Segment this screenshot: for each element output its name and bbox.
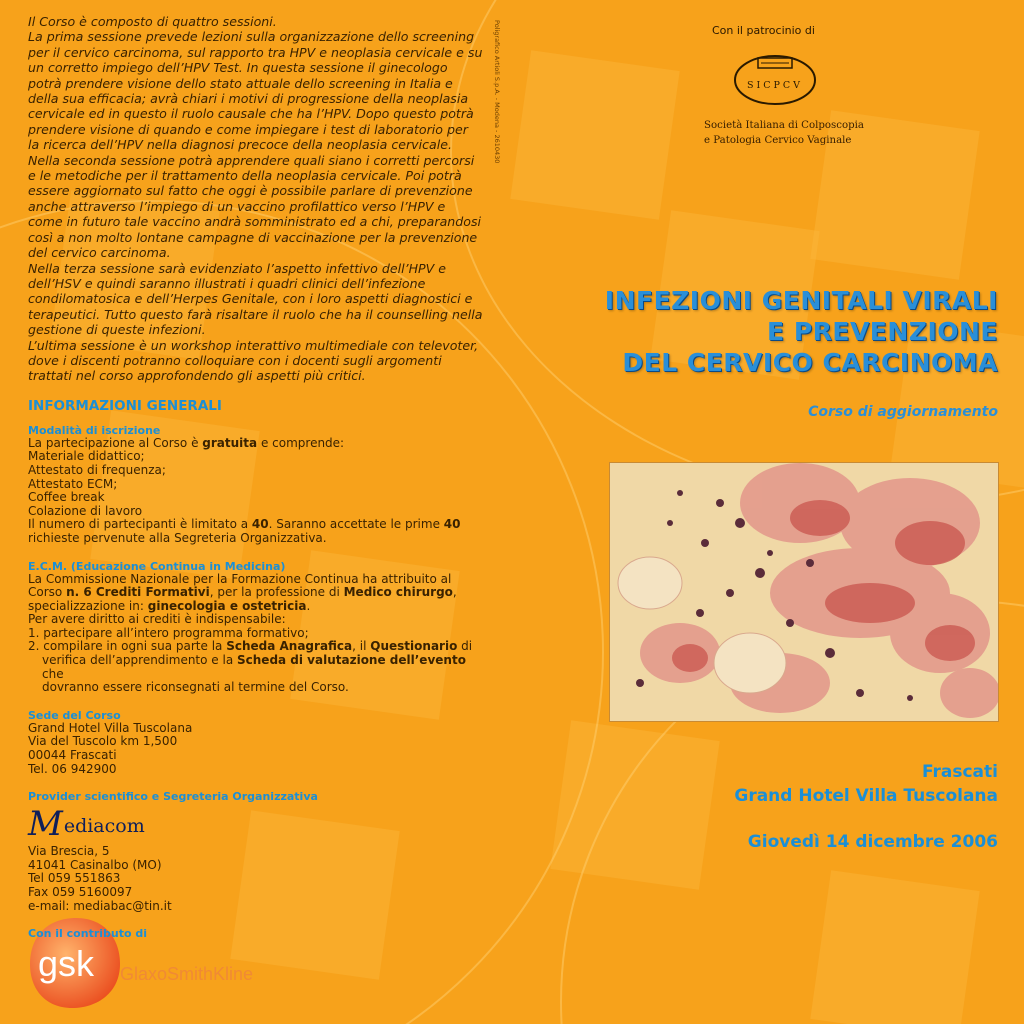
- gsk-name: GlaxoSmithKline: [120, 964, 254, 984]
- address-line: Grand Hotel Villa Tuscolana: [28, 720, 193, 735]
- printer-text: Poligrafico Artioli S.p.A. - Modena - 2610430: [493, 20, 501, 164]
- text-bold: Scheda di valutazione dell’evento: [237, 653, 466, 668]
- list-item: Attestato ECM;: [28, 476, 118, 491]
- mediacom-logo: [28, 804, 483, 845]
- intro-paragraph: L’ultima sessione è un workshop interattivo multimediale con televoter, dove i discenti potranno colloquiare con i docenti sugli argomenti trattati nel corso approfondendo gli aspetti più critici.: [28, 337, 479, 384]
- title-line: INFEZIONI GENITALI VIRALI: [604, 286, 998, 315]
- course-description: [28, 14, 483, 384]
- text-bold: 40: [251, 517, 269, 532]
- iscrizione-block: [28, 437, 483, 546]
- text: che: [42, 666, 64, 681]
- provider-heading: Provider scientifico e Segreteria Organizzativa: [28, 790, 318, 804]
- text-bold: ginecologia e ostetricia: [147, 598, 307, 613]
- text: , per la professione di: [209, 585, 344, 600]
- text: verifica dell’apprendimento e la: [42, 653, 237, 668]
- provider-block: [28, 845, 483, 913]
- venue: Grand Hotel Villa Tuscolana: [734, 786, 998, 806]
- title-line: DEL CERVICO CARCINOMA: [622, 348, 998, 377]
- address-line: Tel. 06 942900: [28, 761, 117, 776]
- city: Frascati: [921, 762, 998, 782]
- intro-paragraph: La prima sessione prevede lezioni sulla organizzazione dello screening per il cervico carcinoma, sul rapporto tra HPV e neoplasia cervicale e su un corretto impiego dell’HPV Test. In questa sessione il ginecologo potrà prendere visione dello stato attuale dello screening in Italia e della sua efficacia; avrà chiari i motivi di progressione della neoplasia cervicale ed in questo il ruolo causale che ha l’HPV. Dopo questo potrà prendere visione di quando e come impiegare i test di laboratorio per la ricerca dell’HPV nella diagnosi precoce della neoplasia cervicale.: [28, 29, 483, 153]
- info-heading: INFORMAZIONI GENERALI: [28, 397, 222, 414]
- logo-text: ediacom: [63, 815, 145, 838]
- text: 2. compilare in ogni sua parte la: [28, 639, 227, 654]
- contributo-heading: Con il contributo di: [28, 927, 148, 941]
- text: . Saranno accettate le prime: [268, 517, 444, 532]
- text: , il: [352, 639, 371, 654]
- list-item: 1. partecipare all’intero programma formativo;: [28, 625, 309, 640]
- society-line: Società Italiana di Colposcopia: [704, 120, 864, 131]
- right-panel: [520, 0, 1024, 1024]
- text: e comprende:: [257, 435, 345, 450]
- left-panel: [28, 14, 483, 940]
- iscrizione-heading: Modalità di iscrizione: [28, 423, 161, 437]
- text: .: [306, 598, 311, 613]
- address-line: Via Brescia, 5: [28, 844, 110, 859]
- intro-paragraph: Nella seconda sessione potrà apprendere quali siano i corretti percorsi e le metodiche per il trattamento della neoplasia cervicale. Poi potrà essere aggiornato sul fatto che oggi è possibile parlare di prevenzione anche attraverso l’impiego di un vaccino profilattico verso l’HPV e come in futuro tale vaccino andrà somministrato ed a chi, preparandosi così a non molto lontane campagne di vaccinazione per la prevenzione del cervico carcinoma.: [28, 152, 482, 261]
- ecm-block: [28, 573, 483, 695]
- patrocinio-label: Con il patrocinio di: [712, 24, 815, 37]
- text-bold: gratuita: [202, 435, 258, 450]
- address-line: 00044 Frascati: [28, 748, 117, 763]
- main-title: [605, 285, 998, 378]
- text-bold: 40: [443, 517, 461, 532]
- text-bold: Questionario: [370, 639, 458, 654]
- sicpcv-text: SICPCV: [746, 80, 804, 91]
- text: Per avere diritto ai crediti è indispensabile:: [28, 612, 286, 627]
- address-line: Via del Tuscolo km 1,500: [28, 734, 178, 749]
- text: La Commissione Nazionale per la Formazione Continua ha attribuito al: [28, 571, 452, 586]
- event-date: Giovedì 14 dicembre 2006: [747, 832, 998, 852]
- text: di: [457, 639, 473, 654]
- title-line: E PREVENZIONE: [767, 317, 998, 346]
- society-line: e Patologia Cervico Vaginale: [704, 135, 852, 146]
- text: dovranno essere riconsegnati al termine del Corso.: [42, 680, 349, 695]
- list-item: Coffee break: [28, 490, 105, 505]
- ecm-heading: E.C.M. (Educazione Continua in Medicina): [28, 559, 286, 573]
- email: e-mail: mediabac@tin.it: [28, 898, 172, 913]
- subtitle: Corso di aggiornamento: [808, 404, 998, 420]
- list-item: Colazione di lavoro: [28, 503, 143, 518]
- phone: Tel 059 551863: [28, 871, 121, 886]
- text: specializzazione in:: [28, 598, 148, 613]
- text-bold: n. 6 Crediti Formativi: [66, 585, 210, 600]
- text-bold: Scheda Anagrafica: [226, 639, 353, 654]
- text: Il numero di partecipanti è limitato a: [28, 517, 252, 532]
- sede-heading: Sede del Corso: [28, 708, 121, 722]
- text: Corso: [28, 585, 67, 600]
- text-bold: Medico chirurgo: [343, 585, 453, 600]
- society-name: [704, 118, 864, 148]
- logo-letter: M: [28, 804, 63, 845]
- list-item: Materiale didattico;: [28, 449, 145, 464]
- sede-block: [28, 722, 483, 776]
- text: richieste pervenute alla Segreteria Organizzativa.: [28, 530, 327, 545]
- printer-credit: [489, 20, 503, 180]
- text: La partecipazione al Corso è: [28, 435, 203, 450]
- gsk-text: gsk: [38, 943, 95, 984]
- fax: Fax 059 5160097: [28, 885, 133, 899]
- event-info: [734, 760, 998, 854]
- intro-paragraph: Il Corso è composto di quattro sessioni.: [28, 14, 277, 29]
- cytology-image: [609, 462, 999, 722]
- intro-paragraph: Nella terza sessione sarà evidenziato l’aspetto infettivo dell’HPV e dell’HSV e quindi saranno illustrati i quadri clinici dell’infezione condilomatosica e dell’Herpes Genitale, con i loro aspetti diagnostici e terapeutici. Tutto questo farà risaltare il ruolo che ha il counselling nella gestione di queste infezioni.: [28, 260, 483, 338]
- address-line: 41041 Casinalbo (MO): [28, 857, 162, 872]
- list-item: Attestato di frequenza;: [28, 462, 166, 477]
- sicpcv-logo: [730, 50, 820, 108]
- text: ,: [452, 585, 457, 600]
